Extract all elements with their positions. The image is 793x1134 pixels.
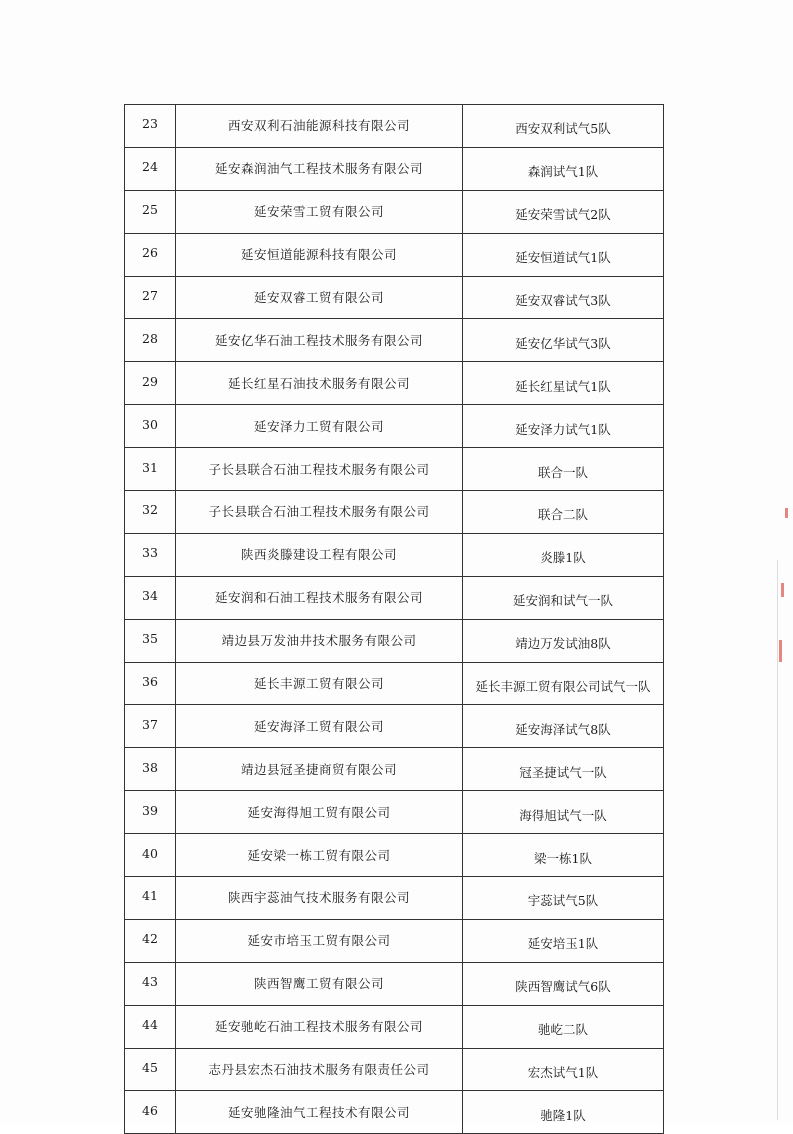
company-name: 延安梁一栋工贸有限公司 [176, 834, 463, 877]
row-number: 31 [125, 448, 176, 491]
team-name: 延安泽力试气1队 [463, 405, 664, 448]
team-name: 西安双利试气5队 [463, 105, 664, 148]
team-name: 联合二队 [463, 491, 664, 534]
company-name: 陕西宇蕊油气技术服务有限公司 [176, 877, 463, 920]
row-number: 26 [125, 233, 176, 276]
company-name: 延安森润油气工程技术服务有限公司 [176, 147, 463, 190]
table-row [125, 276, 664, 319]
team-name: 延安亿华试气3队 [463, 319, 664, 362]
row-number: 44 [125, 1005, 176, 1048]
team-name: 驰隆1队 [463, 1091, 664, 1134]
row-number: 35 [125, 619, 176, 662]
row-number: 43 [125, 962, 176, 1005]
company-name: 靖边县冠圣捷商贸有限公司 [176, 748, 463, 791]
row-number: 42 [125, 919, 176, 962]
team-name: 延长丰源工贸有限公司试气一队 [463, 662, 664, 705]
company-name: 延安润和石油工程技术服务有限公司 [176, 576, 463, 619]
row-number: 27 [125, 276, 176, 319]
company-name: 西安双利石油能源科技有限公司 [176, 105, 463, 148]
company-name: 靖边县万发油井技术服务有限公司 [176, 619, 463, 662]
table-row [125, 1048, 664, 1091]
team-name: 驰屹二队 [463, 1005, 664, 1048]
table-row [125, 233, 664, 276]
team-name: 森润试气1队 [463, 147, 664, 190]
company-name: 延长红星石油技术服务有限公司 [176, 362, 463, 405]
table-row [125, 362, 664, 405]
row-number: 29 [125, 362, 176, 405]
team-name: 靖边万发试油8队 [463, 619, 664, 662]
row-number: 45 [125, 1048, 176, 1091]
company-name: 志丹县宏杰石油技术服务有限责任公司 [176, 1048, 463, 1091]
company-name: 陕西智鹰工贸有限公司 [176, 962, 463, 1005]
company-name: 延安泽力工贸有限公司 [176, 405, 463, 448]
team-name: 延安海泽试气8队 [463, 705, 664, 748]
company-name: 延安荣雪工贸有限公司 [176, 190, 463, 233]
table-row [125, 319, 664, 362]
table-row [125, 491, 664, 534]
company-name: 子长县联合石油工程技术服务有限公司 [176, 448, 463, 491]
table-row [125, 448, 664, 491]
table-row [125, 748, 664, 791]
team-name: 梁一栋1队 [463, 834, 664, 877]
table-body [125, 105, 664, 1134]
row-number: 23 [125, 105, 176, 148]
team-name: 冠圣捷试气一队 [463, 748, 664, 791]
team-name: 宏杰试气1队 [463, 1048, 664, 1091]
company-name: 延安亿华石油工程技术服务有限公司 [176, 319, 463, 362]
table-row [125, 791, 664, 834]
team-name: 陕西智鹰试气6队 [463, 962, 664, 1005]
company-name: 延安市培玉工贸有限公司 [176, 919, 463, 962]
table-row [125, 405, 664, 448]
team-name: 宇蕊试气5队 [463, 877, 664, 920]
company-name: 子长县联合石油工程技术服务有限公司 [176, 491, 463, 534]
table-row [125, 1005, 664, 1048]
row-number: 46 [125, 1091, 176, 1134]
row-number: 40 [125, 834, 176, 877]
row-number: 38 [125, 748, 176, 791]
team-name: 炎滕1队 [463, 533, 664, 576]
row-number: 25 [125, 190, 176, 233]
table-row [125, 919, 664, 962]
row-number: 34 [125, 576, 176, 619]
team-name: 延安荣雪试气2队 [463, 190, 664, 233]
table-row [125, 576, 664, 619]
row-number: 28 [125, 319, 176, 362]
row-number: 41 [125, 877, 176, 920]
company-name: 延安海泽工贸有限公司 [176, 705, 463, 748]
table-row [125, 834, 664, 877]
team-name: 延长红星试气1队 [463, 362, 664, 405]
row-number: 30 [125, 405, 176, 448]
table-row [125, 877, 664, 920]
stamp-trace [779, 640, 782, 662]
company-name: 延安双睿工贸有限公司 [176, 276, 463, 319]
company-name: 延长丰源工贸有限公司 [176, 662, 463, 705]
row-number: 33 [125, 533, 176, 576]
team-name: 联合一队 [463, 448, 664, 491]
team-name: 延安润和试气一队 [463, 576, 664, 619]
row-number: 36 [125, 662, 176, 705]
team-name: 海得旭试气一队 [463, 791, 664, 834]
team-name: 延安双睿试气3队 [463, 276, 664, 319]
company-name: 延安驰隆油气工程技术有限公司 [176, 1091, 463, 1134]
table-row [125, 619, 664, 662]
company-name: 延安恒道能源科技有限公司 [176, 233, 463, 276]
team-name: 延安恒道试气1队 [463, 233, 664, 276]
table-row [125, 662, 664, 705]
table-row [125, 705, 664, 748]
table-row [125, 962, 664, 1005]
table-row [125, 105, 664, 148]
scan-seam-line [777, 560, 778, 1120]
table-row [125, 190, 664, 233]
company-name: 延安驰屹石油工程技术服务有限公司 [176, 1005, 463, 1048]
row-number: 37 [125, 705, 176, 748]
row-number: 39 [125, 791, 176, 834]
stamp-trace [785, 508, 788, 518]
company-name: 陕西炎滕建设工程有限公司 [176, 533, 463, 576]
company-name: 延安海得旭工贸有限公司 [176, 791, 463, 834]
table-row [125, 1091, 664, 1134]
stamp-trace [781, 583, 784, 597]
table-row [125, 533, 664, 576]
team-list-table [124, 104, 664, 1134]
row-number: 24 [125, 147, 176, 190]
row-number: 32 [125, 491, 176, 534]
table-row [125, 147, 664, 190]
team-name: 延安培玉1队 [463, 919, 664, 962]
